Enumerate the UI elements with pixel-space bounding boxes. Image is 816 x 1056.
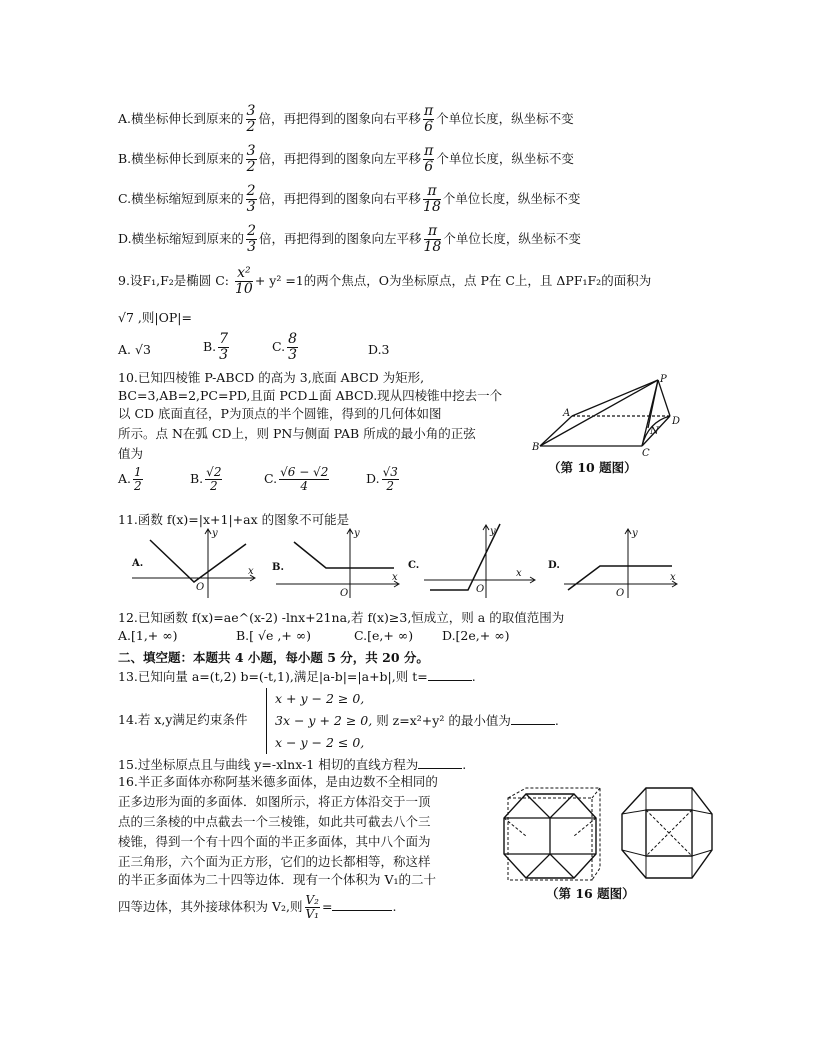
svg-text:B.: B. [272, 562, 284, 573]
q9-option-d: D.3 [368, 342, 390, 357]
q8-c-mid: 倍，再把得到的图象向右平移 [258, 191, 422, 206]
q14-pre: 14.若 x,y满足约束条件 [118, 712, 248, 727]
q15-post: . [462, 757, 467, 772]
q10-figure [530, 372, 690, 456]
q10-line-3: 以 CD 底面直径，P为顶点的半个圆锥，得到的几何体如图 [118, 406, 442, 421]
q8-option-b [118, 144, 574, 175]
svg-text:O: O [196, 582, 205, 593]
q16-last-post: = [321, 899, 333, 914]
q14-constraint-3: x − y − 2 ≤ 0, [275, 735, 365, 750]
q12-option-b: B.[ √e ,+ ∞) [236, 628, 312, 643]
q9-stem [118, 266, 651, 297]
q10-option-d: D. $\frac{√3}{2}$ [366, 465, 398, 493]
q15-text: 15.过坐标原点且与曲线 y=-xlnx-1 相切的直线方程为 [118, 757, 419, 772]
svg-text:D.: D. [548, 560, 560, 571]
q8-b-mid: 倍，再把得到的图象向左平移 [258, 151, 422, 166]
q10-label-N: N [650, 426, 659, 437]
q8-d-pre: D.横坐标缩短到原来的 [118, 231, 245, 246]
q13-post: . [471, 669, 476, 684]
q8-a-pre: A.横坐标伸长到原来的 [118, 111, 244, 126]
q8-a-post: 个单位长度，纵坐标不变 [436, 111, 574, 126]
q10-edge-PA [572, 380, 658, 416]
q8-b-frac2: $\frac{\pi}{6}$ [424, 143, 434, 175]
q12-option-d: D.[2e,+ ∞) [442, 628, 510, 643]
q8-d-mid: 倍，再把得到的图象向左平移 [258, 231, 422, 246]
q11-graph-d [544, 526, 684, 602]
q10-caption: （第 10 题图） [548, 460, 637, 475]
svg-text:y: y [490, 526, 496, 537]
q16-line-4: 棱锥，得到一个有十四个面的半正多面体，其中八个面为 [118, 834, 431, 849]
q8-option-c [118, 184, 580, 215]
q9-stem-line2: √7 ,则|OP|= [118, 310, 192, 325]
q10-label-B: B [532, 442, 540, 453]
q8-c-frac1: $\frac{2}{3}$ [246, 183, 256, 215]
q10-label-D: D [672, 416, 681, 427]
q15-stem [118, 756, 466, 773]
q16-last-pre: 四等边体，其外接球体积为 V₂,则 [118, 899, 303, 914]
q10-line-5: 值为 [118, 446, 144, 461]
q8-a-frac1: $\frac{3}{2}$ [246, 103, 256, 135]
q9-option-a: A. √3 [118, 342, 151, 357]
q16-line-1: 16.半正多面体亦称阿基米德多面体，是由边数不全相同的 [118, 774, 438, 789]
section-2-heading: 二、填空题：本题共 4 小题，每小题 5 分，共 20 分。 [118, 650, 429, 665]
q11-stem: 11.函数 f(x)=|x+1|+ax 的图象不可能是 [118, 512, 350, 527]
q9-pre: 9.设F₁,F₂是椭圆 C: [118, 273, 233, 288]
q10-edge-PN [648, 380, 658, 428]
q8-c-post: 个单位长度，纵坐标不变 [442, 191, 581, 206]
svg-text:O: O [616, 588, 625, 599]
q16-cuboctahedron [622, 788, 712, 878]
q9-option-c: C. $\frac{8}{3}$ [272, 331, 298, 363]
q8-d-frac1: $\frac{2}{3}$ [247, 223, 256, 255]
q8-b-frac1: $\frac{3}{2}$ [246, 143, 256, 175]
q8-d-frac2: $\frac{\pi}{18}$ [423, 223, 442, 255]
q10-edge-PD [658, 380, 670, 416]
svg-text:x: x [670, 572, 676, 583]
q14-constraint-2: 3x − y + 2 ≥ 0, 则 z=x²+y² 的最小值为 . [275, 713, 559, 728]
q10-label-P: P [660, 374, 667, 385]
q16-figure [496, 784, 720, 884]
q12-option-c: C.[e,+ ∞) [354, 628, 414, 643]
q10-option-a: A. $\frac{1}{2}$ [118, 465, 142, 493]
svg-text:O: O [340, 588, 349, 599]
svg-text:y: y [354, 528, 360, 539]
q16-line-3: 点的三条棱的中点截去一个三棱锥，如此共可截去八个三 [118, 814, 431, 829]
q16-cube-truncated [504, 788, 600, 880]
q9-option-b: B. $\frac{7}{3}$ [203, 331, 229, 363]
svg-text:y: y [632, 528, 638, 539]
q8-a-mid: 倍，再把得到的图象向右平移 [258, 111, 421, 126]
q9-frac: $\frac{\text{x²}}{10}$ [235, 265, 253, 297]
q10-line-4: 所示。点 N在弧 CD上，则 PN与侧面 PAB 所成的最小角的正弦 [118, 426, 476, 441]
q10-label-A: A [563, 408, 571, 419]
svg-text:y: y [212, 528, 218, 539]
q13-pre: 13.已知向量 a=(t,2) b=(-t,1),满足|a-b|=|a+b|,则 t= [118, 669, 428, 684]
q16-caption: （第 16 题图） [546, 886, 635, 901]
q12-option-a: A.[1,+ ∞) [118, 628, 178, 643]
q14-answer-blank[interactable] [511, 712, 555, 725]
q8-a-frac2: $\frac{\pi}{6}$ [423, 103, 434, 135]
q16-line-6: 的半正多面体为二十四等边体．现有一个体积为 V₁的二十 [118, 872, 437, 887]
q15-answer-blank[interactable] [418, 756, 462, 769]
q8-option-d [118, 224, 581, 255]
q10-label-C: C [642, 448, 650, 456]
q8-c-pre: C.横坐标缩短到原来的 [118, 191, 244, 206]
q16-line-7: 四等边体，其外接球体积为 V₂,则 $\frac{\text{V₂}}{\text{V₁}}$ = . [118, 893, 397, 921]
svg-text:C.: C. [408, 560, 420, 571]
q8-d-post: 个单位长度，纵坐标不变 [443, 231, 581, 246]
q10-option-c: C. $\frac{√6 - √2}{4}$ [264, 465, 329, 493]
q9-post: + y² =1的两个焦点，O为坐标原点，点 P在 C上，且 ΔPF₁F₂的面积为 [254, 273, 652, 288]
q13-stem [118, 668, 476, 685]
svg-text:A.: A. [132, 558, 144, 569]
q10-line-2: BC=3,AB=2,PC=PD,且面 PCD⊥面 ABCD.现从四棱锥中挖去一个 [118, 388, 503, 403]
q8-c-frac2: $\frac{\pi}{18}$ [423, 183, 441, 215]
svg-text:O: O [476, 584, 485, 595]
q8-option-a [118, 104, 574, 135]
q10-option-b: B. $\frac{√2}{2}$ [190, 465, 222, 493]
q14-constraint-system [266, 688, 559, 754]
q8-b-post: 个单位长度，纵坐标不变 [436, 151, 574, 166]
q12-stem: 12.已知函数 f(x)=ae^(x-2) -lnx+21na,若 f(x)≥3,恒成立，则 a 的取值范围为 [118, 610, 565, 625]
q14-constraint-1: x + y − 2 ≥ 0, [275, 691, 365, 706]
q8-b-pre: B.横坐标伸长到原来的 [118, 151, 244, 166]
q16-line-5: 正三角形，六个面为正方形，它们的边长都相等，称这样 [118, 854, 431, 869]
q11-graph-b [268, 526, 408, 602]
svg-text:x: x [392, 572, 398, 583]
svg-text:x: x [248, 566, 254, 577]
q11-graph-c [404, 520, 544, 602]
q10-edge-PB [540, 380, 658, 446]
q10-line-1: 10.已知四棱锥 P-ABCD 的高为 3,底面 ABCD 为矩形, [118, 370, 425, 385]
q13-answer-blank[interactable] [428, 668, 472, 681]
q16-frac: $\frac{\text{V₂}}{\text{V₁}}$ [305, 893, 319, 921]
q16-line-2: 正多边形为面的多面体．如图所示，将正方体沿交于一顶 [118, 794, 431, 809]
svg-text:x: x [516, 568, 522, 579]
q16-answer-blank[interactable] [332, 898, 392, 911]
q11-graph-a [124, 526, 264, 602]
